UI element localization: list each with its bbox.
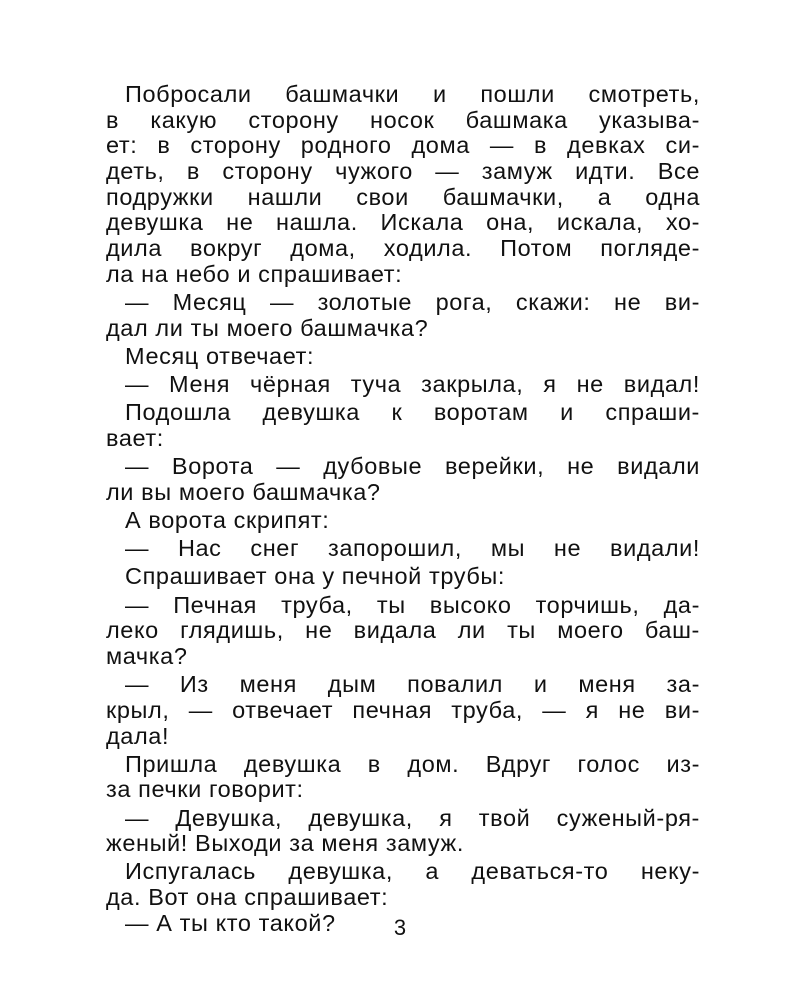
text-line: ли вы моего башмачка?	[106, 478, 381, 505]
dialogue-line: — Девушка, девушка, я твой суженый-ря-	[125, 804, 700, 831]
page-number: 3	[393, 915, 407, 940]
dialogue-line: — Месяц — золотые рога, скажи: не ви-	[125, 289, 700, 315]
story-text	[106, 82, 700, 937]
text-line: дал ли ты моего башмачка?	[106, 314, 429, 341]
dialogue-line: — Меня чёрная туча закрыла, я не видал!	[125, 371, 700, 398]
dialogue-line: — Из меня дым повалил и меня за-	[125, 671, 700, 698]
text-line: мачка?	[106, 642, 188, 669]
text-line: Подошла девушка к воротам и спраши-	[125, 399, 700, 426]
text-line: дала!	[106, 722, 170, 749]
text-line: Побросали башмачки и пошли смотреть,	[125, 81, 700, 107]
text-line: Спрашивает она у печной трубы:	[125, 563, 506, 590]
text-line: за печки говорит:	[106, 776, 304, 803]
text-line: Месяц отвечает:	[125, 342, 315, 369]
dialogue-line: — Нас снег запорошил, мы не видали!	[125, 535, 700, 562]
text-line: в какую сторону носок башмака указыва-	[106, 106, 700, 133]
dialogue-line: — А ты кто такой?	[125, 909, 336, 936]
text-line: дила вокруг дома, ходила. Потом погляде-	[106, 235, 700, 262]
text-line: ет: в сторону родного дома — в девках си-	[106, 132, 700, 159]
text-line: деть, в сторону чужого — замуж идти. Все	[106, 158, 700, 185]
dialogue-line: — Печная труба, ты высоко торчишь, да-	[125, 591, 700, 618]
dialogue-line: — Ворота — дубовые верейки, не видали	[125, 453, 700, 480]
text-line: да. Вот она спрашивает:	[106, 884, 389, 911]
text-line: подружки нашли свои башмачки, а одна	[106, 183, 700, 210]
text-line: женый! Выходи за меня замуж.	[106, 830, 464, 857]
text-line: Испугалась девушка, а деваться-то неку-	[125, 858, 700, 885]
text-line: А ворота скрипят:	[125, 507, 330, 533]
text-line: крыл, — отвечает печная труба, — я не ви-	[106, 696, 700, 723]
text-line: вает:	[106, 424, 164, 451]
text-line: ла на небо и спрашивает:	[106, 260, 403, 287]
text-line: леко глядишь, не видала ли ты моего баш-	[106, 617, 700, 644]
text-line: девушка не нашла. Искала она, искала, хо-	[106, 209, 700, 236]
text-line: Пришла девушка в дом. Вдруг голос из-	[125, 750, 700, 777]
